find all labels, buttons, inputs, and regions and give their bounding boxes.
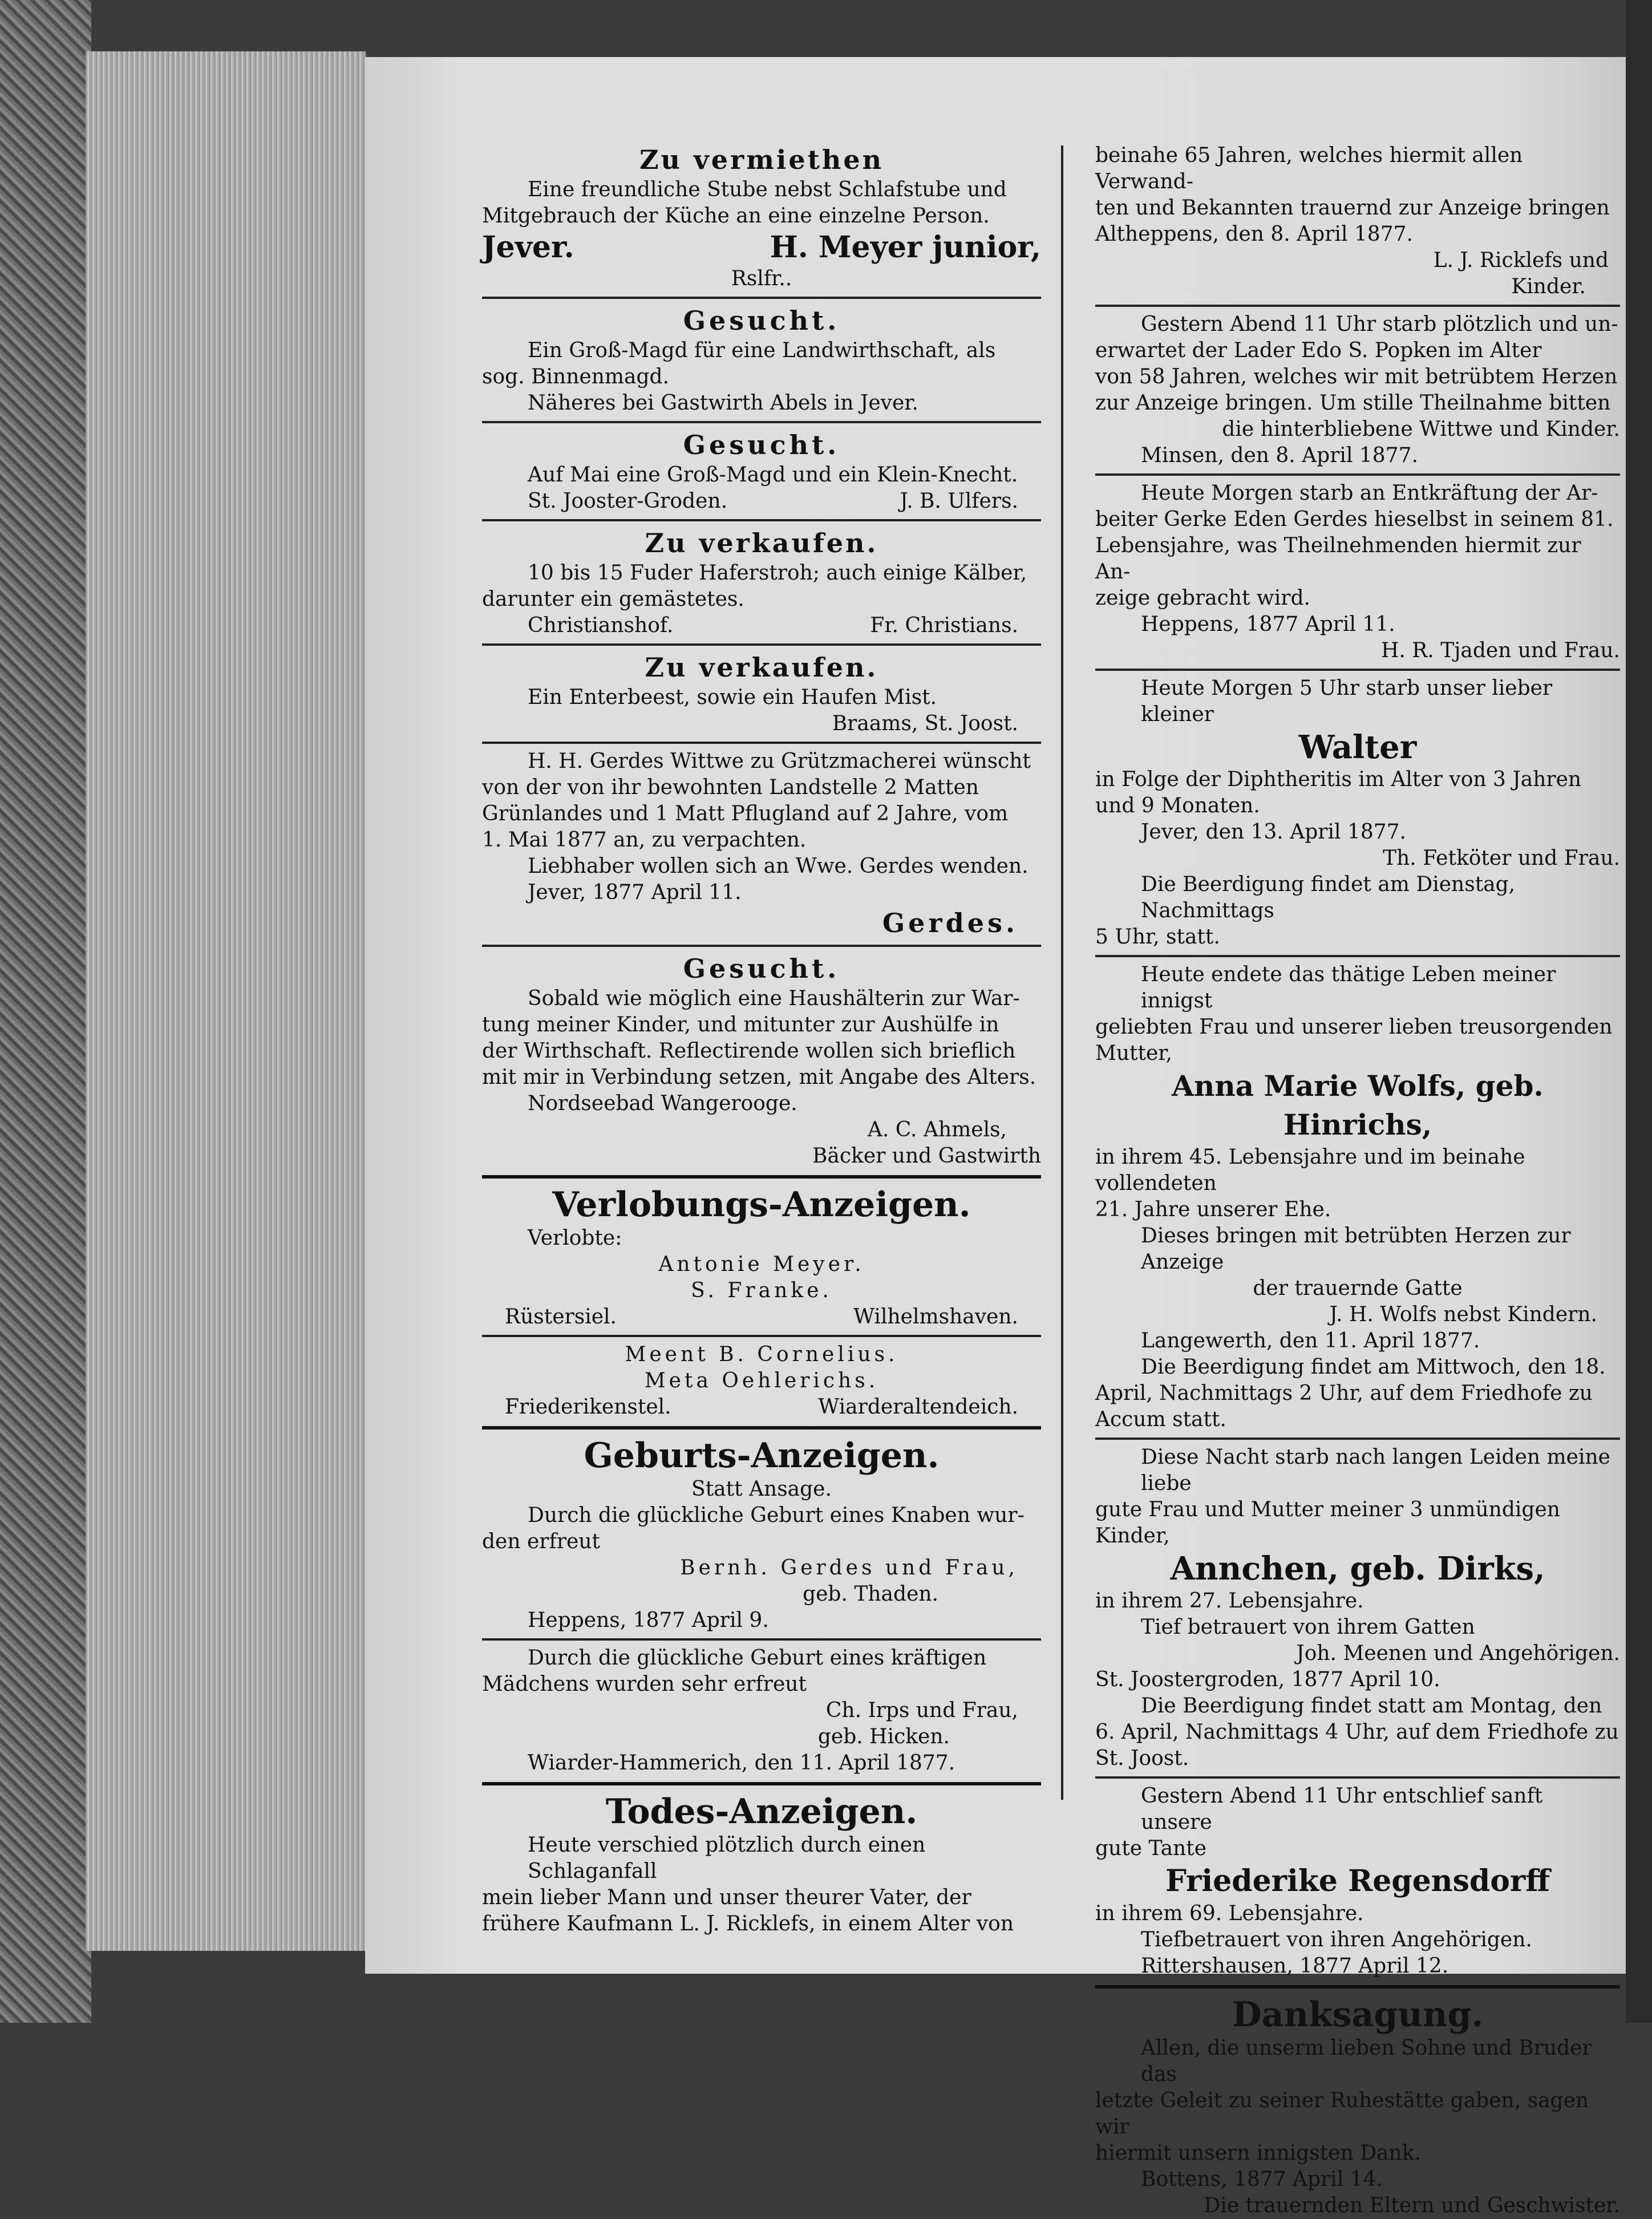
ad-title: Gesucht. bbox=[683, 953, 840, 984]
ad-title: Zu verkaufen. bbox=[645, 652, 878, 683]
ad-place: St. Jooster-Groden. bbox=[528, 489, 728, 513]
ad-signature: A. C. Ahmels, bbox=[867, 1118, 1007, 1141]
ad-text: geliebten Frau und unserer lieben treusorgenden bbox=[1095, 1015, 1613, 1039]
ad-text: Heute verschied plötzlich durch einen Schlaganfall bbox=[528, 1833, 926, 1883]
ad-text: Wiarder-Hammerich, den 11. April 1877. bbox=[528, 1751, 955, 1775]
ad-text: 6. April, Nachmittags 4 Uhr, auf dem Friedhofe zu bbox=[1095, 1720, 1619, 1744]
ad-title: Zu verkaufen. bbox=[645, 528, 878, 558]
ad-text: Gestern Abend 11 Uhr starb plötzlich und un- bbox=[1141, 313, 1618, 336]
section-separator bbox=[482, 1426, 1041, 1430]
ad-text: Lebensjahre, was Theilnehmenden hiermit zur An- bbox=[1095, 534, 1581, 584]
ad-signature: J. H. Wolfs nebst Kindern. bbox=[1329, 1303, 1597, 1326]
obit-dirks bbox=[1095, 1444, 1620, 1772]
ad-title: Gesucht. bbox=[683, 430, 840, 460]
ad-text: von 58 Jahren, welches wir mit betrübtem Herzen bbox=[1095, 365, 1618, 388]
ad-text: Heppens, 1877 April 9. bbox=[528, 1609, 769, 1632]
ad-text: Statt Ansage. bbox=[691, 1477, 832, 1501]
ad-text: ten und Bekannten trauernd zur Anzeige bringen bbox=[1095, 196, 1610, 220]
separator bbox=[482, 1638, 1041, 1641]
ad-text: Liebhaber wollen sich an Wwe. Gerdes wenden. bbox=[528, 855, 1029, 878]
right-margin bbox=[1626, 0, 1652, 2023]
ad-text: in Folge der Diphtheritis im Alter von 3 Jahren bbox=[1095, 768, 1582, 791]
book-cover-edge bbox=[0, 0, 91, 2023]
ad-text: Die Beerdigung findet am Mittwoch, den 18. bbox=[1141, 1355, 1606, 1379]
ad-text: tung meiner Kinder, und mitunter zur Aushülfe in bbox=[482, 1013, 999, 1036]
ad-text: Verlobte: bbox=[528, 1226, 622, 1250]
ad-text: beiter Gerke Eden Gerdes hieselbst in seinem 81. bbox=[1095, 508, 1614, 531]
separator bbox=[1095, 1776, 1620, 1779]
ad-text: Heute endete das thätige Leben meiner innigst bbox=[1141, 963, 1556, 1013]
ad-text: Mutter, bbox=[1095, 1042, 1172, 1065]
ad-zu-vermiethen bbox=[482, 143, 1041, 292]
section-title: Verlobungs-Anzeigen. bbox=[552, 1185, 971, 1225]
ad-text: Durch die glückliche Geburt eines Knaben wur- bbox=[528, 1504, 1025, 1527]
ad-place: Friederikenstel. bbox=[505, 1395, 671, 1419]
ad-signature: Th. Fetköter und Frau. bbox=[1383, 847, 1620, 870]
ad-text: hiermit unsern innigsten Dank. bbox=[1095, 2141, 1421, 2165]
ad-text: St. Joostergroden, 1877 April 10. bbox=[1095, 1668, 1440, 1691]
ad-text: beinahe 65 Jahren, welches hiermit allen Verwand- bbox=[1095, 144, 1523, 193]
ad-text: in ihrem 27. Lebensjahre. bbox=[1095, 1589, 1364, 1613]
ad-gesucht-3 bbox=[482, 951, 1041, 1169]
ad-place: Wilhelmshaven. bbox=[853, 1305, 1018, 1329]
ad-text: Tief betrauert von ihrem Gatten bbox=[1141, 1615, 1475, 1639]
ad-text: Gestern Abend 11 Uhr entschlief sanft unsere bbox=[1141, 1784, 1543, 1834]
ad-text: gute Frau und Mutter meiner 3 unmündigen Kinder, bbox=[1095, 1498, 1560, 1548]
right-column bbox=[1095, 143, 1620, 2219]
ad-place: Wiarderaltendeich. bbox=[818, 1395, 1018, 1419]
ad-text: sog. Binnenmagd. bbox=[482, 365, 670, 388]
section-separator bbox=[482, 1175, 1041, 1179]
ad-signature: geb. Hicken. bbox=[817, 1725, 950, 1748]
ad-text: Dieses bringen mit betrübten Herzen zur Anzeige bbox=[1141, 1224, 1571, 1274]
ad-text: Grünlandes und 1 Matt Pflugland auf 2 Jahre, vom bbox=[482, 802, 1009, 825]
ad-signature: Braams, St. Joost. bbox=[832, 712, 1018, 735]
separator bbox=[482, 297, 1041, 299]
ad-signature: Joh. Meenen und Angehörigen. bbox=[1296, 1642, 1620, 1665]
ad-verpachtung bbox=[482, 748, 1041, 940]
ad-text: April, Nachmittags 2 Uhr, auf dem Friedhofe zu bbox=[1095, 1382, 1593, 1405]
ad-text: Nordseebad Wangerooge. bbox=[528, 1092, 797, 1115]
ad-text: mein lieber Mann und unser theurer Vater, der bbox=[482, 1886, 971, 1909]
ad-role: Rslfr.. bbox=[731, 267, 792, 290]
ad-text: Mädchens wurden sehr erfreut bbox=[482, 1673, 807, 1696]
section-separator bbox=[1095, 1985, 1620, 1989]
section-title: Geburts-Anzeigen. bbox=[584, 1436, 940, 1476]
ad-text: 21. Jahre unserer Ehe. bbox=[1095, 1198, 1331, 1221]
separator bbox=[1095, 305, 1620, 307]
ad-signature: L. J. Ricklefs und bbox=[1433, 249, 1609, 272]
section-todes bbox=[482, 1791, 1041, 1937]
separator bbox=[482, 945, 1041, 947]
ad-title: Gesucht. bbox=[683, 305, 840, 336]
ad-text: der trauernde Gatte bbox=[1253, 1277, 1463, 1300]
section-geburt bbox=[482, 1435, 1041, 1776]
ad-text: Ein Groß-Magd für eine Landwirthschaft, als bbox=[528, 339, 996, 362]
ad-place: Rüstersiel. bbox=[505, 1305, 617, 1329]
section-verlobung bbox=[482, 1184, 1041, 1420]
separator bbox=[482, 643, 1041, 646]
ad-text: Jever, 1877 April 11. bbox=[528, 881, 742, 904]
obit-ricklefs bbox=[1095, 143, 1620, 300]
ad-text: gute Tante bbox=[1095, 1837, 1207, 1860]
deceased-name: Annchen, geb. Dirks, bbox=[1170, 1550, 1545, 1588]
ad-text: darunter ein gemästetes. bbox=[482, 588, 744, 611]
ad-text: zur Anzeige bringen. Um stille Theilnahme bitten bbox=[1095, 391, 1611, 415]
ad-text: Jever, den 13. April 1877. bbox=[1141, 820, 1406, 844]
ad-text: Heute Morgen starb an Entkräftung der Ar- bbox=[1141, 481, 1598, 505]
section-title: Danksagung. bbox=[1232, 1995, 1484, 2035]
ad-text: Ein Enterbeest, sowie ein Haufen Mist. bbox=[528, 686, 937, 709]
ad-name: Meta Oehlerichs. bbox=[644, 1369, 879, 1392]
ad-signature: Gerdes. bbox=[882, 908, 1018, 938]
ad-name: Meent B. Cornelius. bbox=[625, 1343, 898, 1366]
ad-text: der Wirthschaft. Reflectirende wollen sich brieflich bbox=[482, 1039, 1016, 1063]
ad-text: Minsen, den 8. April 1877. bbox=[1141, 444, 1418, 467]
obit-gerdes bbox=[1095, 480, 1620, 664]
ad-zu-verkaufen-1 bbox=[482, 526, 1041, 639]
ad-text: Die Beerdigung findet statt am Montag, den bbox=[1141, 1694, 1602, 1718]
ad-text: Heute Morgen 5 Uhr starb unser lieber kleiner bbox=[1141, 677, 1553, 726]
obit-popken bbox=[1095, 311, 1620, 469]
ad-text: Diese Nacht starb nach langen Leiden meine liebe bbox=[1141, 1445, 1610, 1495]
obit-wolfs bbox=[1095, 962, 1620, 1433]
ad-text: Altheppens, den 8. April 1877. bbox=[1095, 222, 1413, 246]
ad-text: Allen, die unserm lieben Sohne und Bruder das bbox=[1141, 2036, 1592, 2086]
ad-signature: Fr. Christians. bbox=[870, 614, 1018, 637]
ad-name: S. Franke. bbox=[691, 1279, 832, 1302]
ad-text: mit mir in Verbindung setzen, mit Angabe des Alters. bbox=[482, 1066, 1036, 1089]
ad-text: zeige gebracht wird. bbox=[1095, 586, 1310, 610]
ad-text: H. H. Gerdes Wittwe zu Grützmacherei wünscht bbox=[528, 750, 1031, 773]
separator bbox=[1095, 669, 1620, 671]
ad-signature: die hinterbliebene Wittwe und Kinder. bbox=[1222, 418, 1620, 441]
ad-text: Eine freundliche Stube nebst Schlafstube und bbox=[528, 178, 1007, 201]
left-column bbox=[482, 143, 1041, 1937]
deceased-name: Friederike Regensdorff bbox=[1165, 1864, 1550, 1898]
ad-text: und 9 Monaten. bbox=[1095, 794, 1260, 817]
ad-text: Die Beerdigung findet am Dienstag, Nachmittags bbox=[1141, 873, 1516, 922]
separator bbox=[482, 742, 1041, 744]
ad-text: Durch die glückliche Geburt eines kräftigen bbox=[528, 1646, 987, 1670]
separator bbox=[1095, 955, 1620, 957]
ad-text: Näheres bei Gastwirth Abels in Jever. bbox=[528, 391, 918, 415]
ad-role: Bäcker und Gastwirth bbox=[812, 1144, 1041, 1168]
obit-regensdorff bbox=[1095, 1783, 1620, 1979]
ad-signature: H. Meyer junior, bbox=[770, 230, 1041, 265]
section-separator bbox=[482, 1782, 1041, 1785]
separator bbox=[1095, 1438, 1620, 1440]
ad-text: 5 Uhr, statt. bbox=[1095, 925, 1220, 949]
ad-text: Rittershausen, 1877 April 12. bbox=[1141, 1954, 1449, 1978]
column-divider bbox=[1061, 145, 1063, 1800]
deceased-name: Walter bbox=[1298, 728, 1417, 766]
page-edges bbox=[86, 51, 366, 1951]
ad-signature: geb. Thaden. bbox=[803, 1582, 938, 1606]
ad-text: Tiefbetrauert von ihren Angehörigen. bbox=[1141, 1928, 1532, 1951]
ad-text: Auf Mai eine Groß-Magd und ein Klein-Knecht. bbox=[528, 463, 1018, 487]
ad-text: St. Joost. bbox=[1095, 1747, 1189, 1770]
ad-text: letzte Geleit zu seiner Ruhestätte gaben, sagen wir bbox=[1095, 2089, 1589, 2139]
ad-place: Christianshof. bbox=[528, 614, 674, 637]
ad-signature: Ch. Irps und Frau, bbox=[825, 1699, 1018, 1722]
ad-text: in ihrem 69. Lebensjahre. bbox=[1095, 1902, 1364, 1925]
ad-text: 10 bis 15 Fuder Haferstroh; auch einige Kälber, bbox=[528, 561, 1027, 585]
ad-signature: H. R. Tjaden und Frau. bbox=[1380, 639, 1620, 662]
ad-place: Jever. bbox=[482, 230, 574, 265]
ad-danksagung bbox=[1095, 1994, 1620, 2219]
ad-signature: Bernh. Gerdes und Frau, bbox=[680, 1556, 1018, 1580]
ad-text: Mitgebrauch der Küche an eine einzelne Person. bbox=[482, 204, 990, 228]
ad-name: Antonie Meyer. bbox=[658, 1253, 865, 1276]
ad-gesucht-1 bbox=[482, 303, 1041, 416]
ad-text: erwartet der Lader Edo S. Popken im Alter bbox=[1095, 339, 1542, 362]
ad-text: Heppens, 1877 April 11. bbox=[1141, 613, 1395, 636]
ad-zu-verkaufen-2 bbox=[482, 650, 1041, 737]
ad-text: den erfreut bbox=[482, 1530, 600, 1553]
ad-signature: J. B. Ulfers. bbox=[900, 489, 1018, 513]
ad-text: 1. Mai 1877 an, zu verpachten. bbox=[482, 828, 807, 852]
ad-title: Zu vermiethen bbox=[639, 144, 884, 175]
ad-text: frühere Kaufmann L. J. Ricklefs, in einem Alter von bbox=[482, 1912, 1014, 1935]
ad-text: in ihrem 45. Lebensjahre und im beinahe vollendeten bbox=[1095, 1145, 1525, 1195]
section-title: Todes-Anzeigen. bbox=[605, 1792, 918, 1832]
separator bbox=[482, 519, 1041, 521]
ad-text: Langewerth, den 11. April 1877. bbox=[1141, 1329, 1480, 1353]
separator bbox=[482, 1335, 1041, 1337]
ad-text: Accum statt. bbox=[1095, 1408, 1226, 1431]
ad-text: Bottens, 1877 April 14. bbox=[1141, 2168, 1383, 2191]
separator bbox=[1095, 473, 1620, 476]
ad-signature: Kinder. bbox=[1511, 275, 1586, 298]
obit-walter bbox=[1095, 675, 1620, 950]
deceased-name: Anna Marie Wolfs, geb. Hinrichs, bbox=[1172, 1069, 1544, 1141]
ad-text: von der von ihr bewohnten Landstelle 2 Matten bbox=[482, 776, 979, 799]
separator bbox=[482, 421, 1041, 423]
ad-text: Sobald wie möglich eine Haushälterin zur War- bbox=[528, 987, 1020, 1010]
ad-gesucht-2 bbox=[482, 428, 1041, 515]
ad-signature: Die trauernden Eltern und Geschwister. bbox=[1204, 2194, 1620, 2217]
